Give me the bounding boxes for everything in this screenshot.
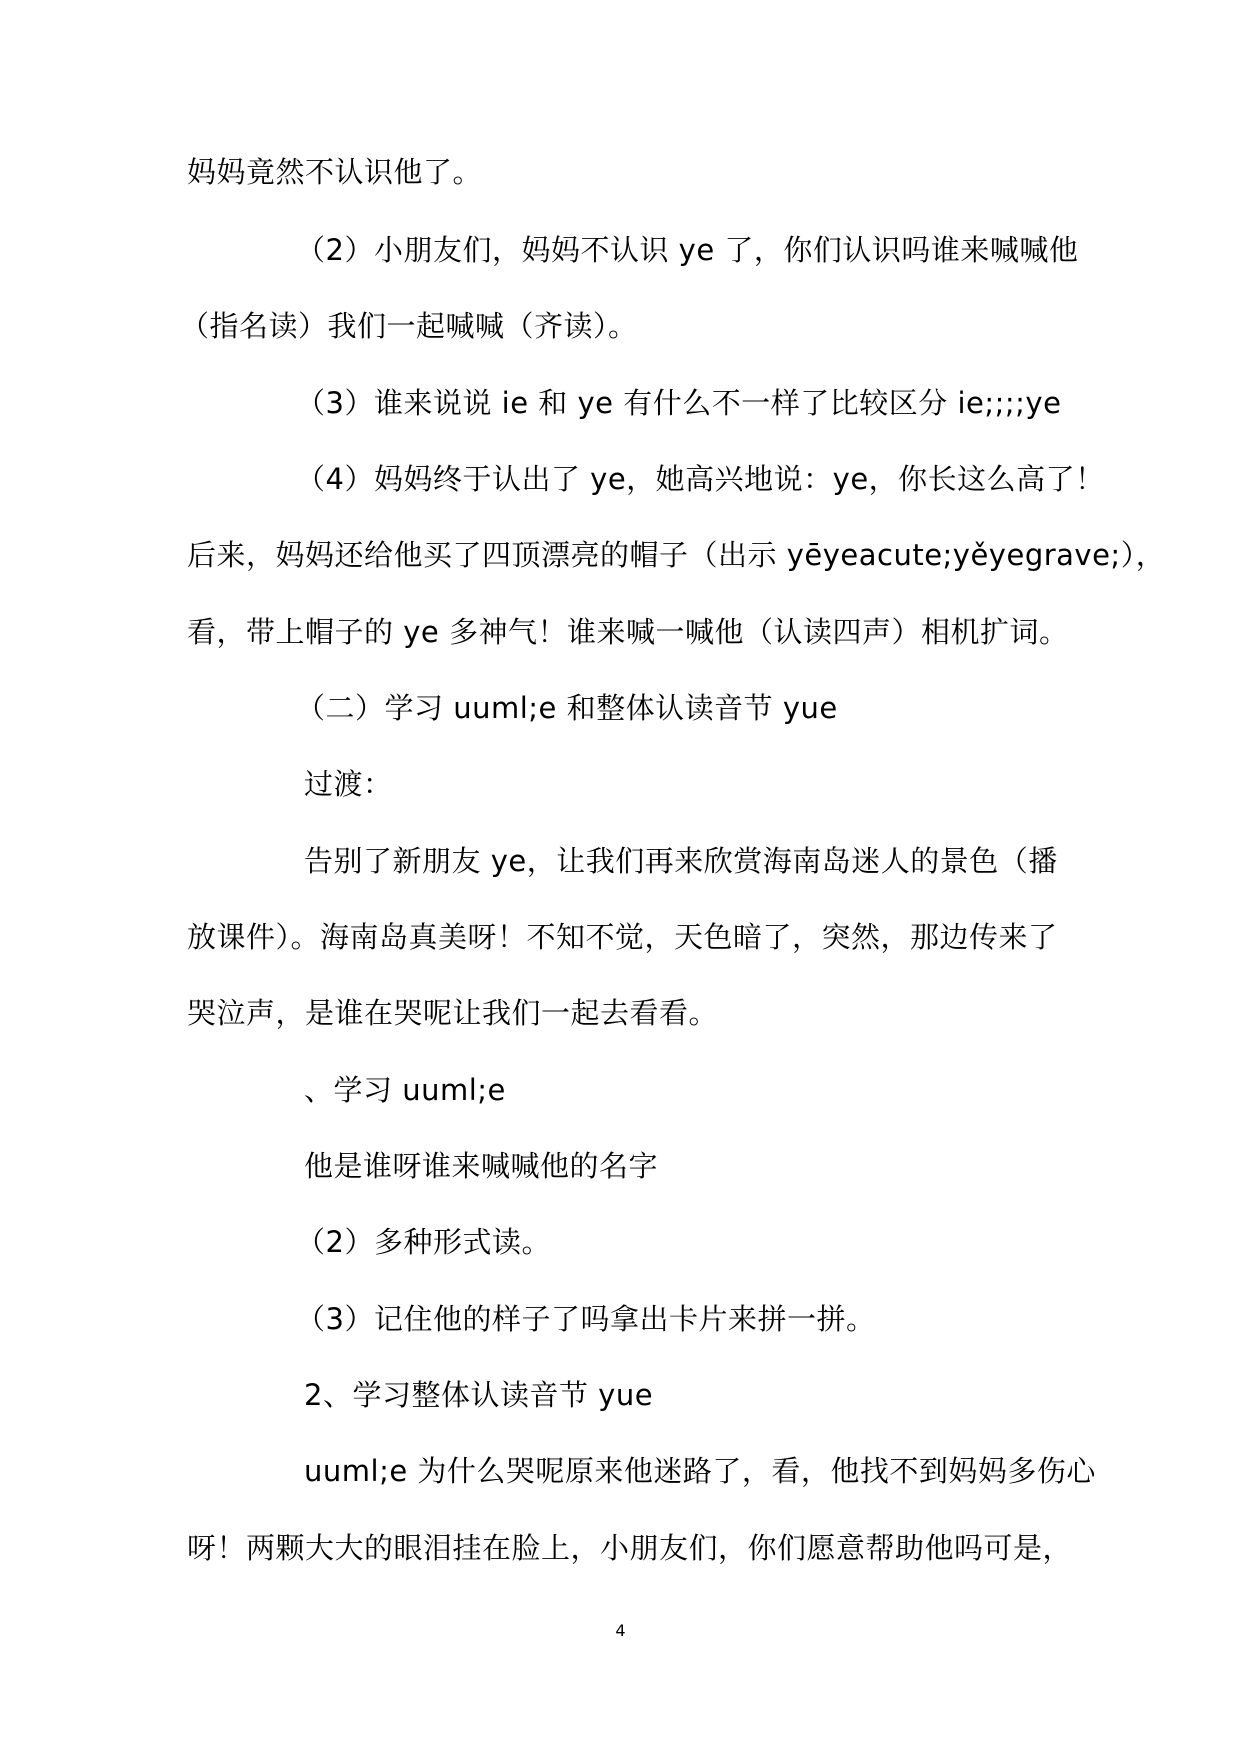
text-line-1: 妈妈竟然不认识他了。 bbox=[187, 155, 483, 189]
page-number: 4 bbox=[615, 1621, 626, 1640]
text-line-13: 、学习 uuml;e bbox=[304, 1073, 506, 1107]
text-line-7: 看，带上帽子的 ye 多神气！谁来喊一喊他（认读四声）相机扩词。 bbox=[187, 615, 1069, 649]
text-line-9: 过渡： bbox=[304, 767, 393, 801]
text-line-11: 放课件）。海南岛真美呀！不知不觉，天色暗了，突然，那边传来了 bbox=[187, 920, 1058, 954]
text-line-4: （3）谁来说说 ie 和 ye 有什么不一样了比较区分 ie;;;;ye bbox=[296, 386, 1062, 420]
text-line-2: （2）小朋友们，妈妈不认识 ye 了，你们认识吗谁来喊喊他 bbox=[296, 233, 1079, 267]
text-line-16: （3）记住他的样子了吗拿出卡片来拼一拼。 bbox=[296, 1302, 876, 1336]
text-line-19: 呀！两颗大大的眼泪挂在脸上，小朋友们，你们愿意帮助他吗可是， bbox=[187, 1531, 1073, 1565]
text-line-15: （2）多种形式读。 bbox=[296, 1225, 551, 1259]
text-line-18: uuml;e 为什么哭呢原来他迷路了，看，他找不到妈妈多伤心 bbox=[304, 1454, 1096, 1488]
text-line-17: 2、学习整体认读音节 yue bbox=[304, 1378, 654, 1412]
text-line-6: 后来，妈妈还给他买了四顶漂亮的帽子（出示 yēyeacute;yěyegrave;）， bbox=[187, 538, 1166, 572]
text-line-14: 他是谁呀谁来喊喊他的名字 bbox=[304, 1149, 659, 1183]
text-line-10: 告别了新朋友 ye，让我们再来欣赏海南岛迷人的景色（播 bbox=[304, 844, 1058, 878]
text-line-8: （二）学习 uuml;e 和整体认读音节 yue bbox=[296, 691, 838, 725]
text-line-3: （指名读）我们一起喊喊（齐读）。 bbox=[180, 309, 638, 343]
text-line-12: 哭泣声，是谁在哭呢让我们一起去看看。 bbox=[187, 996, 719, 1030]
text-line-5: （4）妈妈终于认出了 ye，她高兴地说：ye，你长这么高了！ bbox=[296, 462, 1105, 496]
